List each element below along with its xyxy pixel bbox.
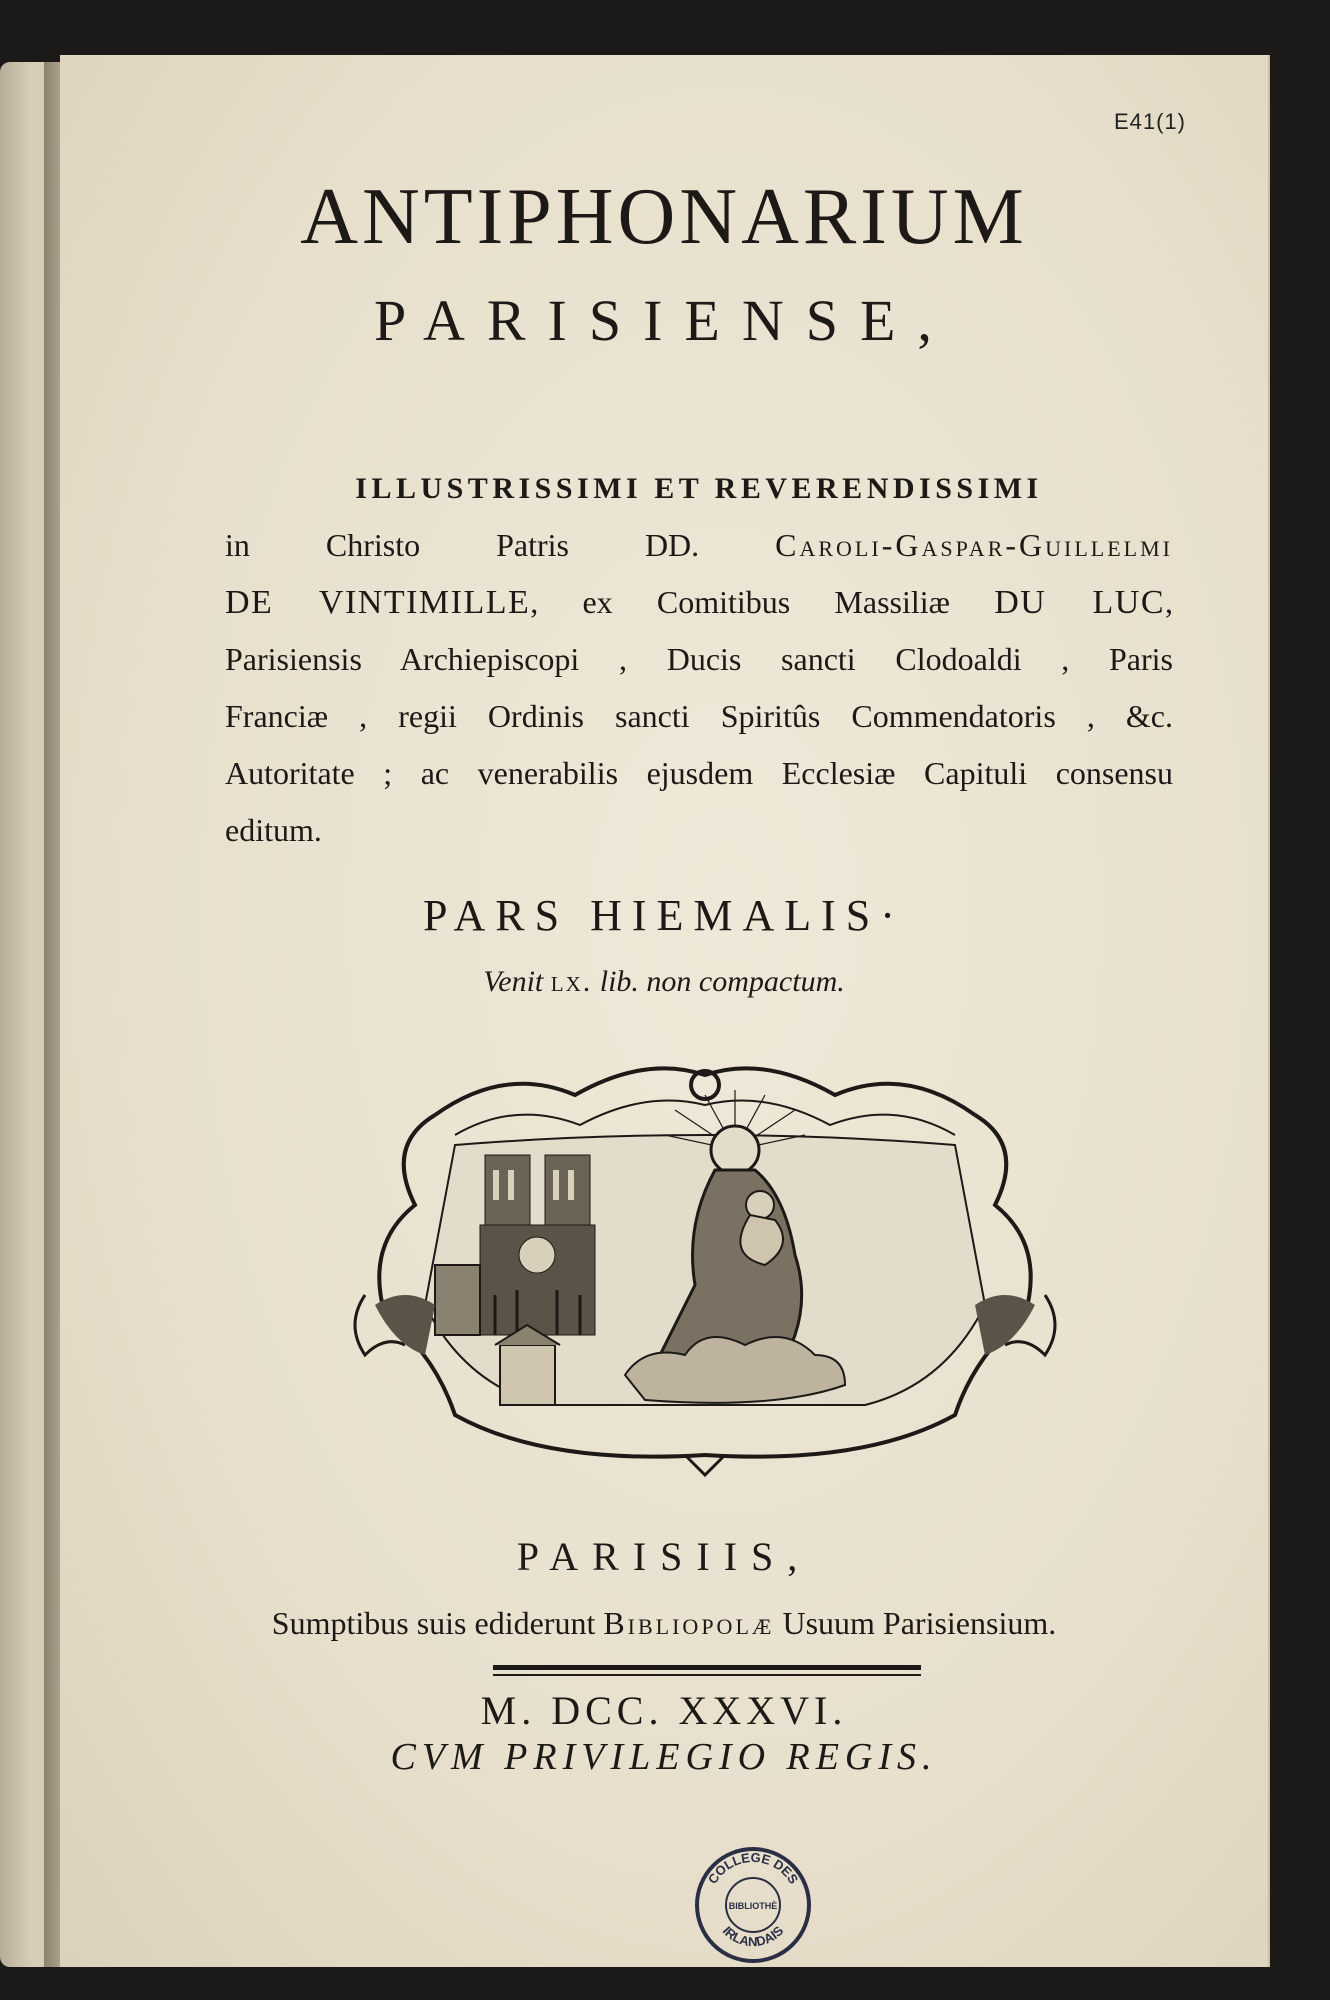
dedication-line-5: Franciæ , regii Ordinis sancti Spiritûs Commendatoris , &c. [225, 698, 1173, 734]
dedication-line-6: Autoritate ; ac venerabilis ejusdem Ecclesiæ Capituli consensu [225, 755, 1173, 791]
imprint-publisher [60, 1605, 1268, 1642]
dedication-line-1: ILLUSTRISSIMI ET REVERENDISSIMI [355, 472, 1043, 505]
price-text: lib. non compactum. [592, 965, 845, 998]
dedication-block [225, 460, 1173, 859]
stamp-text-middle: BIBLIOTHÈ [728, 1901, 778, 1911]
stamp-text-top: COLLEGE DES [704, 1849, 802, 1887]
main-title: ANTIPHONARIUM [300, 173, 1028, 261]
publisher-smallcaps: Bibliopolæ [603, 1605, 775, 1641]
publisher-text: Usuum Parisiensium. [774, 1605, 1057, 1641]
dedication-line-7: editum. [225, 812, 322, 848]
dedication-title-name: DU LUC [994, 584, 1166, 621]
dedication-family-name: DE VINTIMILLE [225, 584, 531, 621]
publisher-text: Sumptibus suis ediderunt [271, 1605, 604, 1641]
double-rule-thin [493, 1674, 921, 1676]
title-page [60, 55, 1270, 1967]
price-line [60, 965, 1268, 999]
imprint-place: PARISIIS, [516, 1534, 812, 1579]
library-stamp-icon [688, 1840, 818, 1970]
dedication-punct: , [1165, 584, 1174, 620]
dedication-line-4: Parisiensis Archiepiscopi , Ducis sancti Clodoaldi , Paris [225, 641, 1173, 677]
dedication-text: in Christo Patris DD. [225, 527, 776, 563]
price-text: Venit [483, 965, 551, 998]
royal-privilege: CVM PRIVILEGIO REGIS. [390, 1736, 938, 1778]
part-heading: PARS HIEMALIS· [423, 891, 905, 940]
stamp-text-bottom: IRLANDAIS [719, 1922, 787, 1950]
price-amount: lx. [550, 965, 593, 998]
dedication-line-3 [225, 574, 1173, 631]
dedication-line-2 [225, 517, 1173, 574]
subtitle: PARISIENSE, [374, 288, 954, 353]
imprint-year: M. DCC. XXXVI. [480, 1688, 848, 1733]
shelfmark: E41(1) [1113, 109, 1186, 134]
dedication-text: , ex Comitibus Massiliæ [530, 584, 995, 620]
double-rule-thick [493, 1665, 921, 1670]
cathedral-madonna-vignette-icon [345, 1055, 1065, 1480]
dedication-name-smallcaps: Caroli-Gaspar-Guillelmi [775, 527, 1173, 563]
